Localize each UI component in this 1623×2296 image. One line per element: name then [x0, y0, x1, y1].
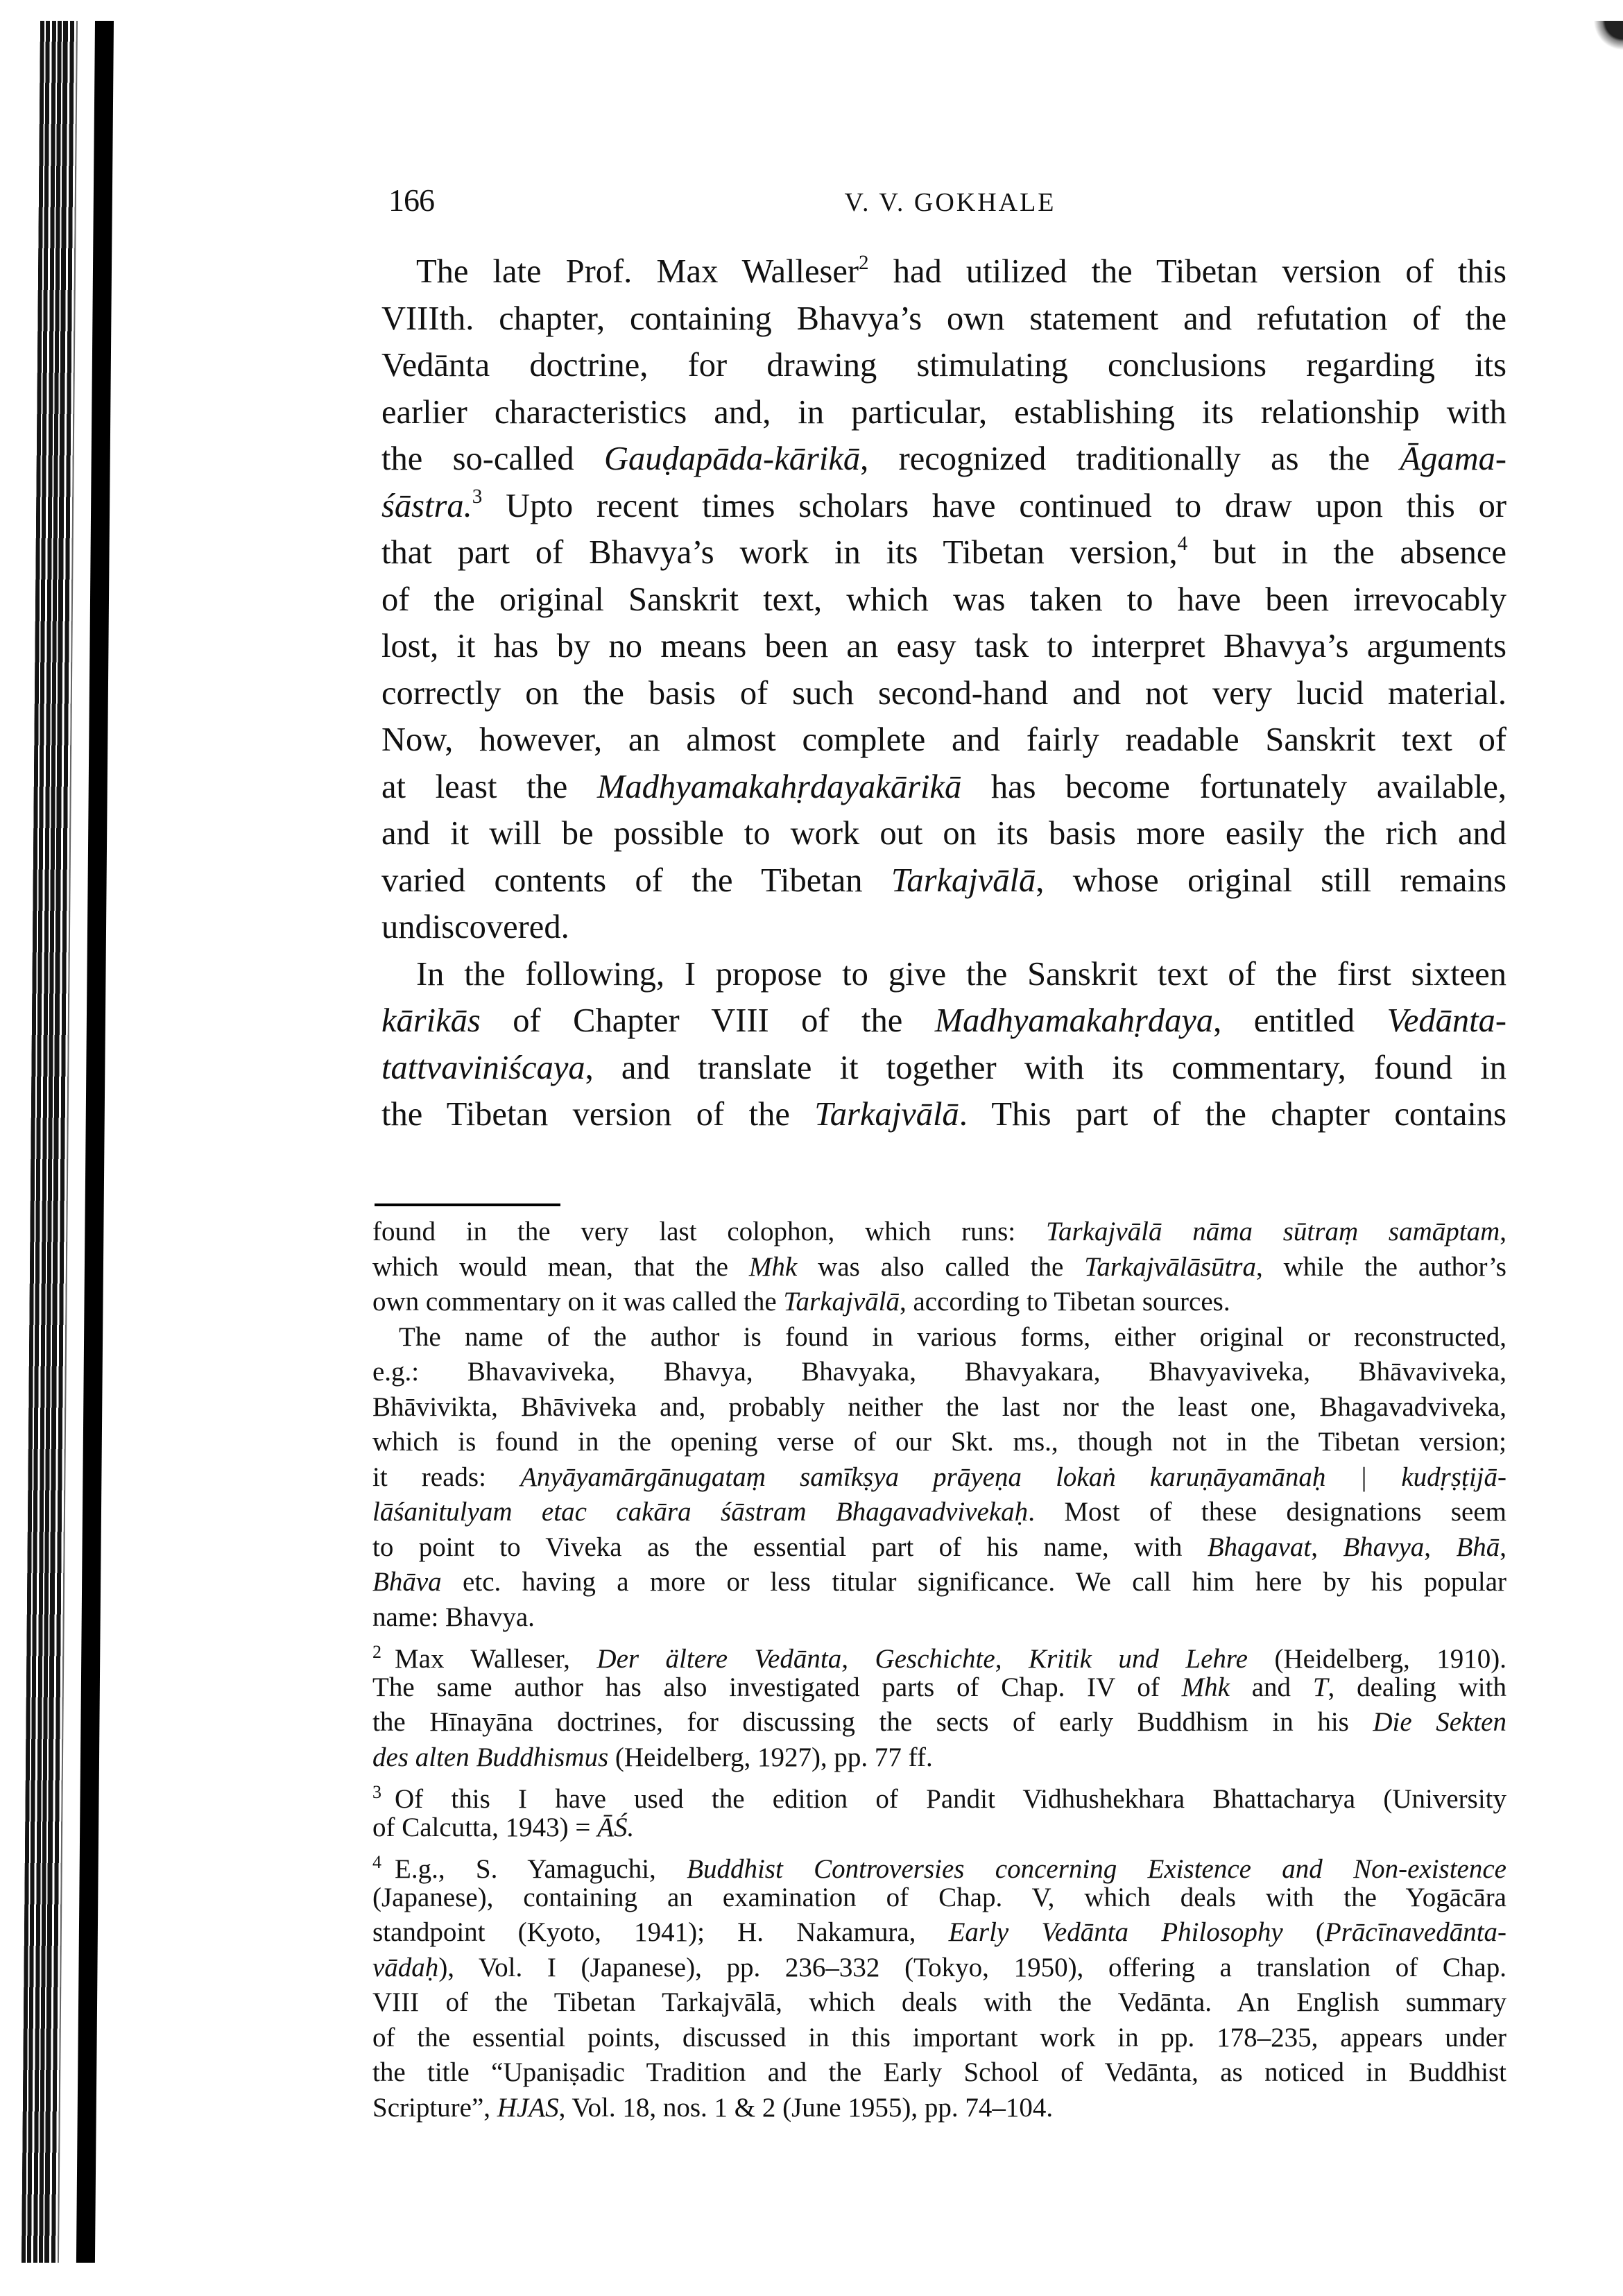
text-run: of Calcutta, 1943) =	[372, 1812, 598, 1842]
text-run: etc. having a more or less titular significance. We call him here by his popular	[441, 1567, 1506, 1597]
body-line	[381, 1045, 1506, 1092]
body-line	[381, 248, 1506, 295]
italic-run: vādaḥ	[372, 1952, 439, 1982]
footnote-marker: 4	[372, 1852, 381, 1872]
text-run: Of this I have used the edition of Pandit Vidhushekhara Bhattacharya (University	[395, 1784, 1506, 1814]
text-run: varied contents of the Tibetan	[381, 862, 891, 899]
text-run: and	[1229, 1672, 1313, 1702]
text-run: found in the very last colophon, which runs:	[372, 1217, 1046, 1246]
text-run: (Heidelberg, 1927), pp. 77 ff.	[608, 1742, 933, 1772]
footnote-2-line	[372, 1670, 1506, 1705]
italic-run: Anyāyamārgānugataṃ samīkṣya prāyeṇa lokaṅ karuṇāyamānaḥ | kudṛṣṭijā-	[520, 1462, 1506, 1492]
text-run: . Most of these designations seem	[1028, 1497, 1506, 1527]
binding-edge-bar	[76, 21, 114, 2263]
text-run: , entitled	[1213, 1002, 1387, 1039]
body-line	[381, 717, 1506, 764]
body-line	[381, 483, 1506, 530]
footnote-continuation-line	[372, 1495, 1506, 1530]
footnote-continuation-line	[372, 1355, 1506, 1389]
footnote-continuation-line	[372, 1320, 1506, 1355]
text-run: ,	[1424, 1532, 1457, 1562]
body-line	[381, 810, 1506, 857]
text-run: the title “Upaniṣadic Tradition and the Early School of Vedānta, as noticed in Buddhist	[372, 2057, 1506, 2087]
italic-run: Tarkajvālā	[891, 862, 1036, 899]
scan-corner-noise	[1588, 21, 1623, 55]
footnote-reference: 3	[472, 486, 483, 508]
text-run: at least the	[381, 768, 597, 805]
text-run: of Chapter VIII of the	[480, 1002, 935, 1039]
body-line	[381, 295, 1506, 343]
text-run: standpoint (Kyoto, 1941); H. Nakamura,	[372, 1917, 949, 1947]
text-run: , dealing with	[1328, 1672, 1506, 1702]
italic-run: Madhyamakahṛdaya	[934, 1002, 1214, 1039]
text-run: , recognized traditionally as the	[860, 440, 1400, 477]
italic-run: Bhagavat	[1207, 1532, 1312, 1562]
text-run: earlier characteristics and, in particular, establishing its relationship with	[381, 393, 1506, 431]
italic-run: Der ältere Vedānta, Geschichte, Kritik und Lehre	[596, 1644, 1248, 1674]
footnote-separator-rule	[375, 1203, 560, 1206]
footnote-2-line	[372, 1705, 1506, 1740]
body-line	[381, 997, 1506, 1045]
footnote-continuation-line	[372, 1530, 1506, 1565]
text-run: Bhāvivikta, Bhāviveka and, probably neither the last nor the least one, Bhagavadviveka,	[372, 1391, 1506, 1422]
text-run: Upto recent times scholars have continued to draw upon this or	[482, 487, 1506, 524]
italic-run: Āgama-	[1400, 440, 1506, 477]
italic-run: śāstra.	[381, 487, 472, 524]
footnote-continuation-line	[372, 1215, 1506, 1249]
footnote-4-line	[372, 2055, 1506, 2090]
footnote-2-line	[372, 1740, 1506, 1775]
text-run: it reads:	[372, 1462, 521, 1492]
body-line	[381, 857, 1506, 905]
footnote-continuation-line	[372, 1390, 1506, 1425]
text-run: , while the author’s	[1255, 1251, 1506, 1282]
text-run: and it will be possible to work out on its basis more easily the rich and	[381, 815, 1506, 852]
italic-run: Prācīnavedānta-	[1324, 1917, 1507, 1947]
text-run: to point to Viveka as the essential part of his name, with	[372, 1532, 1208, 1562]
footnote-4-line	[372, 1915, 1506, 1950]
text-run: own commentary on it was called the	[372, 1287, 784, 1317]
text-run: e.g.: Bhavaviveka, Bhavya, Bhavyaka, Bhavyakara, Bhavyaviveka, Bhāvaviveka,	[372, 1357, 1506, 1387]
italic-run: Buddhist Controversies concerning Existence and Non-existence	[687, 1854, 1506, 1884]
body-line	[381, 529, 1506, 576]
italic-run: Mhk	[748, 1251, 798, 1282]
text-run: , whose original still remains	[1036, 862, 1506, 899]
text-run: The late Prof. Max Walleser	[416, 253, 859, 290]
text-run: of the essential points, discussed in this important work in pp. 178–235, appears under	[372, 2022, 1506, 2053]
text-run: which would mean, that the	[372, 1251, 749, 1282]
body-line	[381, 951, 1506, 998]
footnote-continuation-line	[372, 1565, 1506, 1600]
text-run: the Hīnayāna doctrines, for discussing the sects of early Buddhism in his	[372, 1707, 1373, 1737]
italic-run: Tarkajvālā nāma sūtraṃ samāptam	[1045, 1217, 1500, 1246]
footnote-4-line	[372, 1845, 1506, 1884]
text-run: the Tibetan version of the	[381, 1096, 815, 1133]
text-run: Scripture”,	[372, 2092, 497, 2123]
text-run: lost, it has by no means been an easy task to interpret Bhavya’s arguments	[381, 628, 1506, 665]
running-head-author: V. V. GOKHALE	[844, 188, 1056, 217]
page-number: 166	[388, 182, 434, 218]
footnote-4-line	[372, 2091, 1506, 2125]
italic-run: Vedānta-	[1386, 1002, 1507, 1039]
italic-run: Tarkajvālā	[783, 1287, 900, 1317]
body-line	[381, 623, 1506, 670]
italic-run: T	[1312, 1672, 1328, 1702]
footnote-reference: 4	[1177, 532, 1188, 555]
text-run: Now, however, an almost complete and fairly readable Sanskrit text of	[381, 721, 1506, 758]
text-run: ,	[1500, 1532, 1507, 1562]
text-run: VIII of the Tibetan Tarkajvālā, which deals with the Vedānta. An English summary	[372, 1987, 1506, 2017]
text-run: but in the absence	[1187, 534, 1506, 571]
footnote-marker: 3	[372, 1782, 381, 1802]
body-line	[381, 1091, 1506, 1138]
italic-run: Bhā	[1456, 1532, 1500, 1562]
text-run: The name of the author is found in various forms, either original or reconstructed,	[399, 1321, 1506, 1352]
text-run: In the following, I propose to give the Sanskrit text of the first sixteen	[416, 955, 1506, 993]
body-line	[381, 670, 1506, 717]
text-run: , and translate it together with its commentary, found in	[585, 1049, 1506, 1086]
text-run: Vedānta doctrine, for drawing stimulating conclusions regarding its	[381, 347, 1506, 384]
body-line	[381, 904, 1506, 951]
footnote-continuation-line	[372, 1600, 1506, 1635]
footnote-marker: 2	[372, 1642, 381, 1662]
italic-run: lāśanitulyam etac cakāra śāstram Bhagavadvivekaḥ	[372, 1497, 1029, 1527]
italic-run: Gauḍapāda-kārikā	[604, 440, 861, 477]
body-line	[381, 764, 1506, 811]
italic-run: Bhāva	[372, 1567, 442, 1597]
text-run: of the original Sanskrit text, which was taken to have been irrevocably	[381, 581, 1506, 618]
text-run: ,	[1311, 1532, 1343, 1562]
text-run: Max Walleser,	[395, 1644, 597, 1674]
text-run: E.g., S. Yamaguchi,	[395, 1854, 687, 1884]
text-run: was also called the	[797, 1251, 1085, 1282]
body-line	[381, 576, 1506, 624]
footnote-2-line	[372, 1635, 1506, 1674]
italic-run: Madhyamakahṛdayakārikā	[596, 768, 962, 805]
text-run: correctly on the basis of such second-hand and not very lucid material.	[381, 674, 1506, 712]
footnote-4-line	[372, 2021, 1506, 2055]
text-run: has become fortunately available,	[961, 768, 1506, 805]
text-run: (Japanese), containing an examination of Chap. V, which deals with the Yogācāra	[372, 1882, 1506, 1912]
text-run: that part of Bhavya’s work in its Tibetan version,	[381, 534, 1178, 571]
italic-run: Early Vedānta Philosophy	[948, 1917, 1283, 1947]
text-run: , according to Tibetan sources.	[900, 1287, 1230, 1317]
text-run: name: Bhavya.	[372, 1602, 535, 1632]
italic-run: des alten Buddhismus	[372, 1742, 609, 1772]
footnote-4-line	[372, 1985, 1506, 2020]
text-run: The same author has also investigated parts of Chap. IV of	[372, 1672, 1182, 1702]
italic-run: Tarkajvālā	[814, 1096, 959, 1133]
body-line	[381, 342, 1506, 389]
footnote-4-line	[372, 1881, 1506, 1915]
text-run: undiscovered.	[381, 909, 569, 945]
text-run: (	[1282, 1917, 1325, 1947]
footnote-continuation-line	[372, 1285, 1506, 1319]
body-line	[381, 389, 1506, 436]
italic-run: kārikās	[381, 1002, 481, 1039]
footnote-4-line	[372, 1951, 1506, 1985]
text-run: had utilized the Tibetan version of this	[868, 253, 1507, 290]
italic-run: Tarkajvālāsūtra	[1084, 1251, 1256, 1282]
italic-run: ĀŚ.	[597, 1812, 635, 1842]
italic-run: HJAS	[497, 2092, 559, 2123]
italic-run: Mhk	[1181, 1672, 1230, 1702]
text-run: (Heidelberg, 1910).	[1247, 1644, 1506, 1674]
italic-run: Bhavya	[1343, 1532, 1425, 1562]
running-header	[388, 182, 1512, 230]
italic-run: Die Sekten	[1373, 1707, 1506, 1737]
footnote-continuation-line	[372, 1460, 1506, 1495]
body-line	[381, 436, 1506, 483]
footnote-reference: 2	[859, 251, 869, 274]
text-run: VIIIth. chapter, containing Bhavya’s own statement and refutation of the	[381, 300, 1506, 337]
text-run: the so-called	[381, 440, 605, 477]
footnote-continuation-line	[372, 1250, 1506, 1285]
footnote-continuation-line	[372, 1425, 1506, 1459]
text-run: . This part of the chapter contains	[959, 1096, 1506, 1133]
footnote-3-line	[372, 1775, 1506, 1814]
text-run: ,	[1500, 1217, 1506, 1246]
footnote-3-line	[372, 1810, 1506, 1845]
text-run: which is found in the opening verse of our Skt. ms., though not in the Tibetan version;	[372, 1427, 1506, 1457]
text-run: ), Vol. I (Japanese), pp. 236–332 (Tokyo, 1950), offering a translation of Chap.	[438, 1952, 1506, 1982]
text-run: , Vol. 18, nos. 1 & 2 (June 1955), pp. 74–104.	[558, 2092, 1054, 2123]
italic-run: tattvaviniścaya	[381, 1049, 585, 1086]
